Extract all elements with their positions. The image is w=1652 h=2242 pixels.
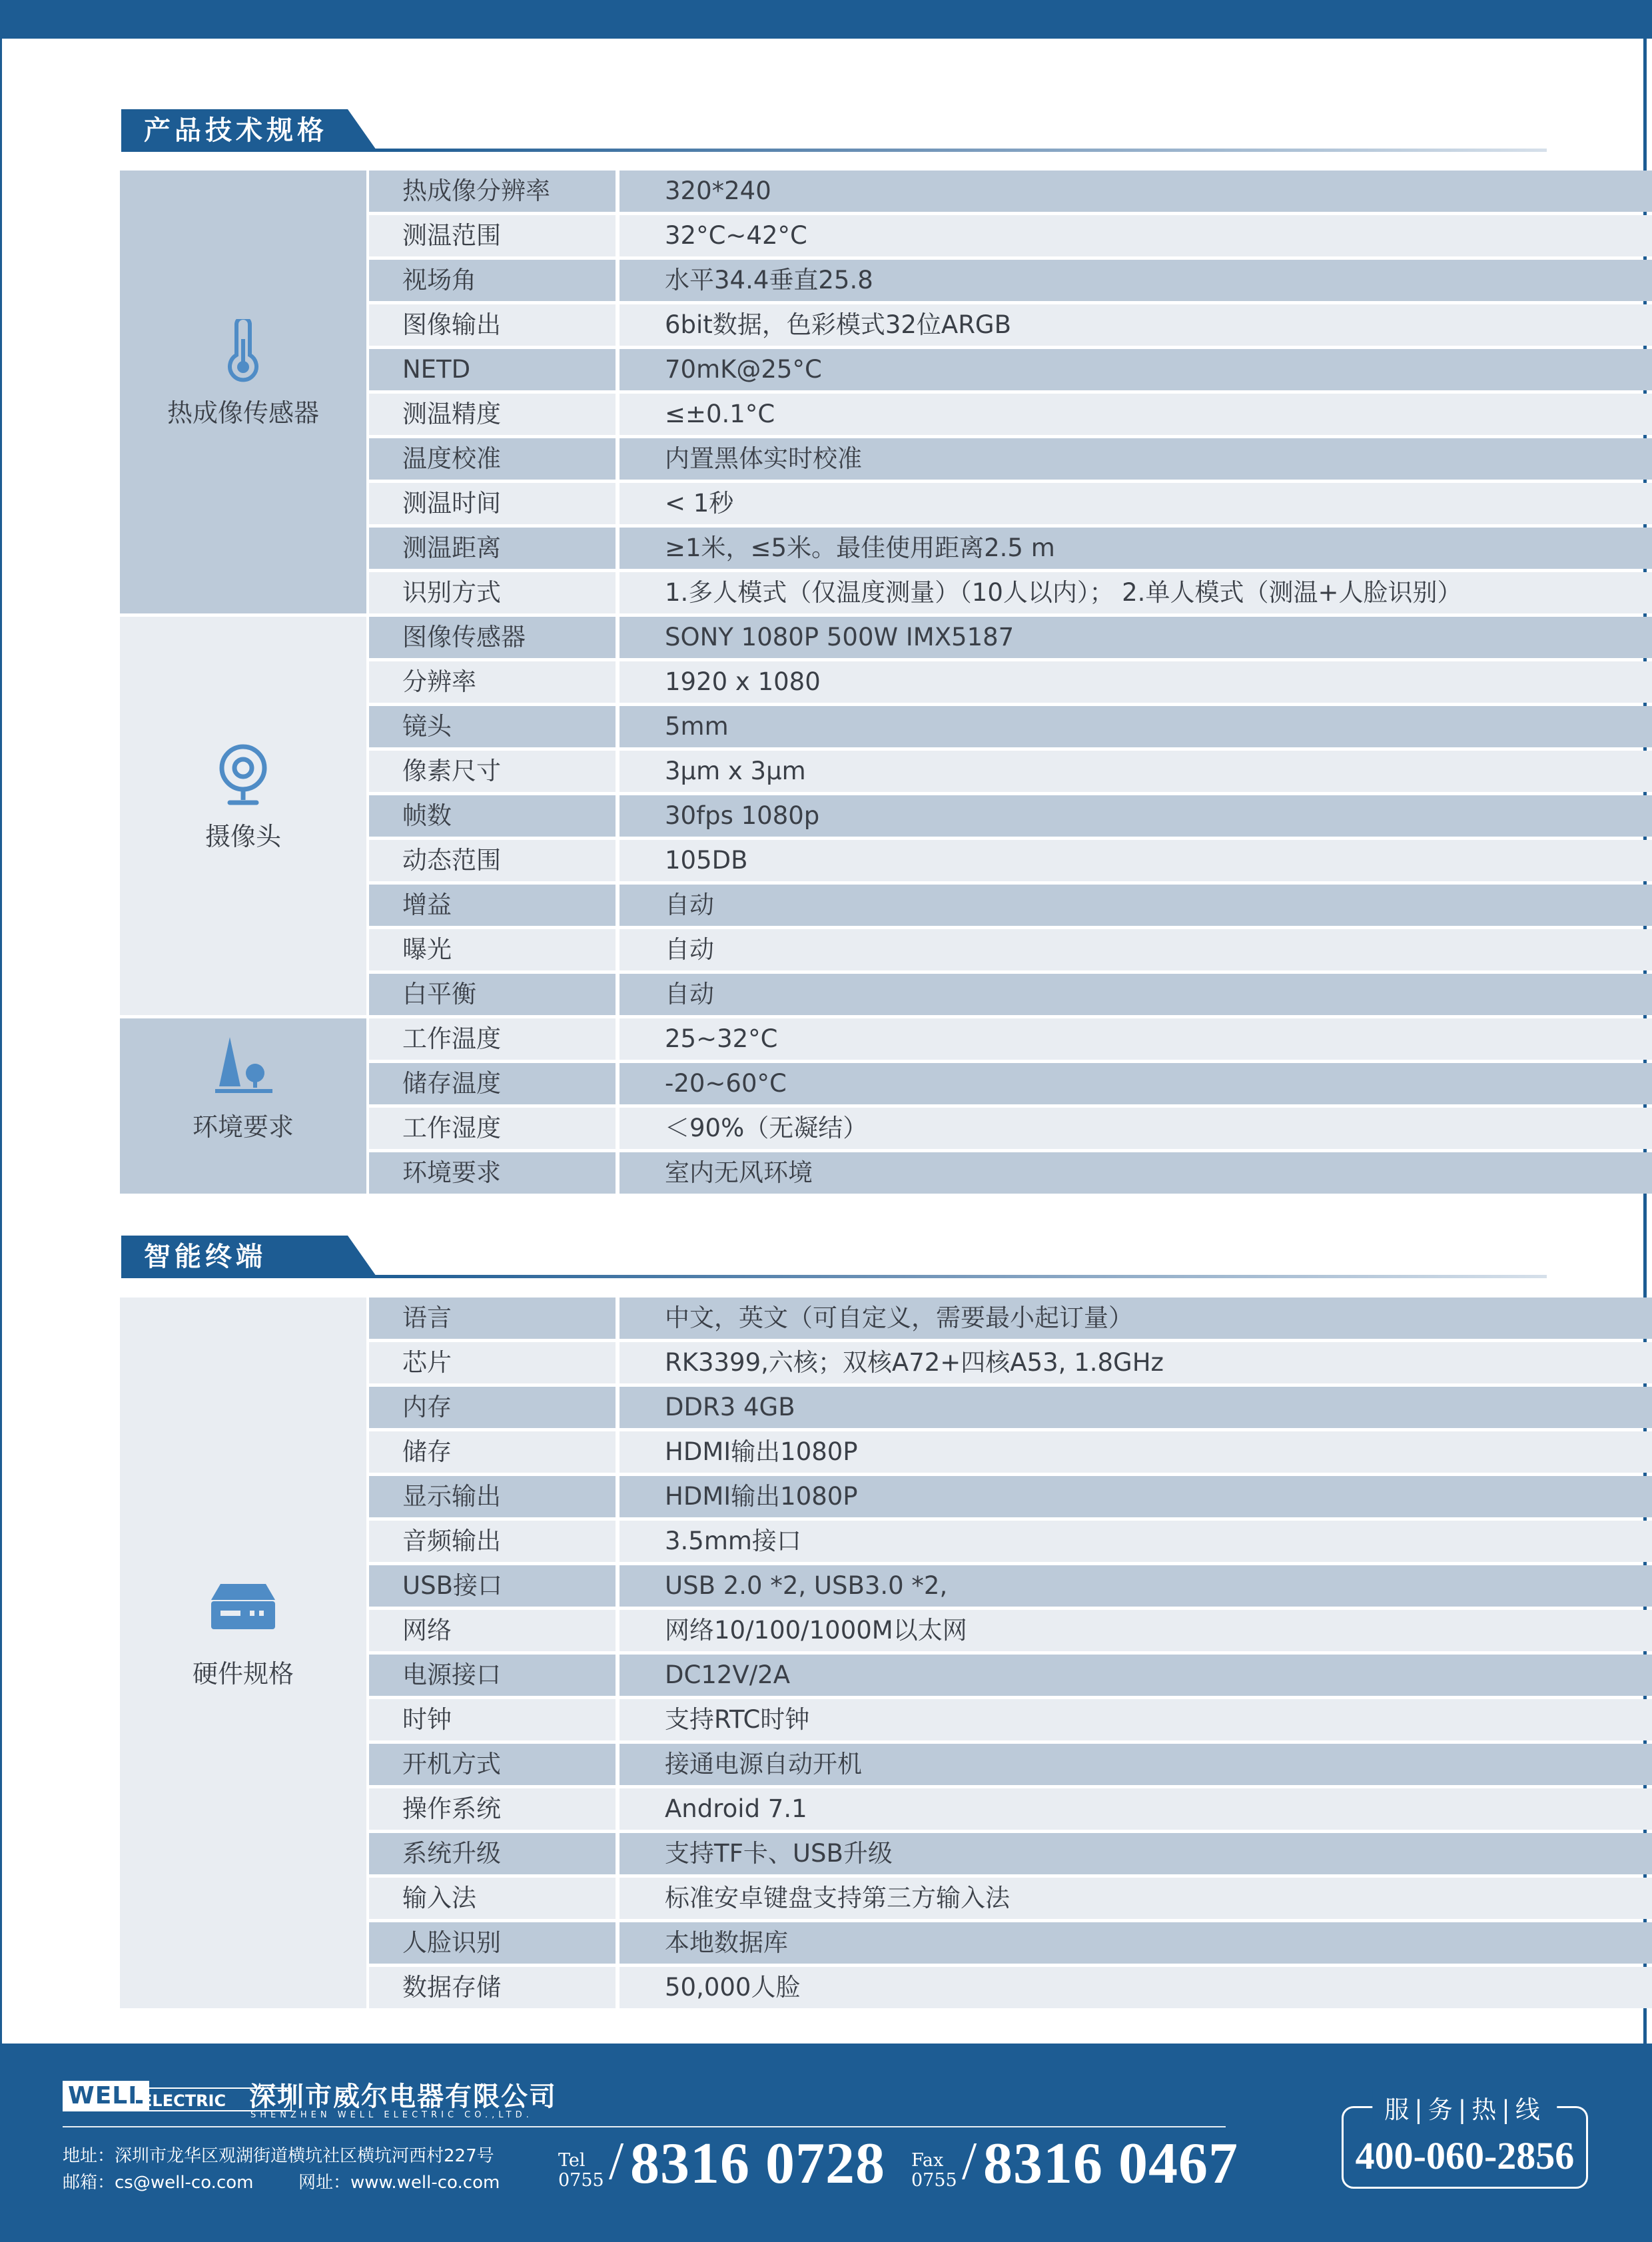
spec-key: NETD [369,349,620,390]
spec-table-product [120,171,1545,1188]
tel-label: Tel [558,2150,586,2171]
table-row [369,483,1652,524]
table-row [369,1878,1652,1919]
table-row [369,1565,1652,1607]
spec-key: 工作湿度 [369,1108,620,1149]
table-row [369,706,1652,747]
spec-value: -20~60°C [665,1069,787,1098]
table-row [369,572,1652,613]
spec-value: < 1秒 [665,489,734,518]
spec-key: 操作系统 [369,1788,620,1830]
table-row [369,1655,1652,1696]
spec-value: 室内无风环境 [665,1158,813,1187]
spec-table-terminal [120,1298,1545,2004]
spec-key: 测温时间 [369,483,620,524]
spec-value: Android 7.1 [665,1794,807,1823]
table-row [369,1610,1652,1651]
table-row [369,260,1652,301]
spec-key: 网络 [369,1610,620,1651]
spec-value: 本地数据库 [665,1928,788,1957]
category-label: 热成像传感器 [167,398,319,428]
table-row [369,885,1652,926]
spec-key: 语言 [369,1298,620,1339]
table-row [369,1744,1652,1785]
spec-key: 芯片 [369,1342,620,1383]
spec-value: 水平34.4垂直25.8 [665,266,873,294]
table-row [369,795,1652,837]
spec-value: 3μm x 3μm [665,757,806,785]
spec-key: 白平衡 [369,974,620,1015]
email-text[interactable]: 邮箱：cs@well-co.com [63,2173,254,2193]
spec-value: 6bit数据，色彩模式32位ARGB [665,310,1011,339]
spec-key: 人脸识别 [369,1922,620,1964]
category-cell [120,171,366,613]
spec-key: 环境要求 [369,1152,620,1194]
spec-value: 中文，英文（可自定义，需要最小起订量） [665,1304,1133,1332]
section-rule [374,1275,1547,1278]
table-row [369,1018,1652,1060]
section-header-specs [121,109,1547,152]
spec-value: RK3399,六核；双核A72+四核A53, 1.8GHz [665,1348,1164,1377]
category-cell [120,617,366,1015]
category-cell [120,1298,366,2008]
spec-value: 50,000人脸 [665,1973,801,2002]
table-row [369,974,1652,1015]
spec-key: 数据存储 [369,1967,620,2008]
spec-value: 320*240 [665,177,771,205]
table-row [369,1152,1652,1194]
thermometer-icon [223,319,263,386]
spec-value: 70mK@25°C [665,355,822,384]
fax-number: 8316 0467 [983,2131,1238,2196]
address-text: 地址：深圳市龙华区观湖街道横坑社区横坑河西村227号 [63,2146,494,2166]
table-row [369,1476,1652,1517]
spec-value: ≤±0.1°C [665,400,775,428]
spec-key: 测温距离 [369,528,620,569]
spec-value: 25~32°C [665,1024,778,1053]
footer-divider [63,2126,1226,2127]
spec-value: 支持TF卡、USB升级 [665,1839,893,1868]
spec-key: 储存 [369,1431,620,1473]
hotline-number[interactable]: 400-060-2856 [1355,2134,1575,2177]
spec-key: 动态范围 [369,840,620,881]
table-row [369,528,1652,569]
table-row [369,840,1652,881]
spec-key: 图像输出 [369,304,620,346]
table-row [369,751,1652,792]
tel-number[interactable]: 8316 0728 [630,2131,885,2196]
spec-key: 系统升级 [369,1833,620,1874]
hotline-box [1342,2095,1588,2189]
spec-key: 镜头 [369,706,620,747]
spec-value: 自动 [665,891,714,919]
spec-value: ≥1米，≤5米。最佳使用距离2.5 m [665,534,1055,562]
logo-well-text: WELL [63,2081,149,2111]
spec-value: 自动 [665,980,714,1008]
spec-key: 测温精度 [369,394,620,435]
spec-value: USB 2.0 *2, USB3.0 *2, [665,1571,948,1600]
logo-electric-text: ELECTRIC [135,2087,292,2111]
table-row [369,1699,1652,1740]
spec-key: 开机方式 [369,1744,620,1785]
table-row [369,1922,1652,1964]
spec-key: USB接口 [369,1565,620,1607]
spec-value: 自动 [665,935,714,964]
spec-value: 30fps 1080p [665,801,820,830]
spec-key: 识别方式 [369,572,620,613]
fax-label: Fax [911,2150,944,2171]
spec-value: DC12V/2A [665,1661,791,1689]
section-title: 智能终端 [144,1242,266,1272]
footer [0,2044,1652,2242]
spec-key: 图像传感器 [369,617,620,658]
spec-key: 帧数 [369,795,620,837]
spec-value: 1.多人模式（仅温度测量）（10人以内）； 2.单人模式（测温+人脸识别） [665,578,1462,607]
category-label: 环境要求 [192,1112,294,1142]
spec-value: SONY 1080P 500W IMX5187 [665,623,1015,651]
spec-key: 时钟 [369,1699,620,1740]
spec-key: 显示输出 [369,1476,620,1517]
table-row [369,171,1652,212]
company-name-en: SHENZHEN WELL ELECTRIC CO.,LTD. [250,2110,533,2120]
company-name-cn: 深圳市威尔电器有限公司 [249,2081,557,2112]
camera-icon [216,743,270,809]
spec-key: 像素尺寸 [369,751,620,792]
website-text[interactable]: 网址：www.well-co.com [298,2173,500,2193]
spec-value: 支持RTC时钟 [665,1705,810,1734]
tel-slash-icon: / [609,2132,624,2191]
tel-area-code: 0755 [558,2170,604,2191]
table-row [369,1788,1652,1830]
spec-value: 105DB [665,846,748,875]
spec-value: 接通电源自动开机 [665,1750,862,1778]
table-row [369,1387,1652,1428]
spec-value: 内置黑体实时校准 [665,444,862,473]
table-row [369,1342,1652,1383]
table-row [369,1431,1652,1473]
category-label: 硬件规格 [192,1659,294,1688]
table-row [369,1967,1652,2008]
spec-value: HDMI输出1080P [665,1482,858,1511]
tree-icon [211,1033,275,1100]
spec-key: 内存 [369,1387,620,1428]
section-rule [374,149,1547,152]
spec-value: DDR3 4GB [665,1393,795,1421]
spec-key: 电源接口 [369,1655,620,1696]
table-row [369,438,1652,480]
section-header-terminal [121,1236,1547,1278]
spec-key: 温度校准 [369,438,620,480]
table-row [369,929,1652,970]
table-row [369,1298,1652,1339]
table-row [369,349,1652,390]
spec-key: 工作温度 [369,1018,620,1060]
table-row [369,617,1652,658]
table-row [369,1108,1652,1149]
category-label: 摄像头 [205,822,281,851]
table-row [369,304,1652,346]
spec-key: 测温范围 [369,215,620,256]
fax-area-code: 0755 [911,2170,957,2191]
spec-key: 增益 [369,885,620,926]
spec-value: 网络10/100/1000M以太网 [665,1616,967,1645]
table-row [369,1521,1652,1562]
spec-value: 标准安卓键盘支持第三方输入法 [665,1884,1010,1912]
spec-value: 32°C~42°C [665,221,807,250]
table-row [369,1063,1652,1104]
table-row [369,215,1652,256]
spec-key: 视场角 [369,260,620,301]
spec-value: HDMI输出1080P [665,1437,858,1466]
category-cell [120,1018,366,1194]
spec-value: 5mm [665,712,729,741]
spec-value: ＜90%（无凝结） [665,1114,868,1142]
hotline-title: 服|务|热|线 [1372,2089,1557,2125]
table-row [369,1833,1652,1874]
server-icon [208,1580,278,1636]
fax-slash-icon: / [962,2132,977,2191]
table-row [369,661,1652,703]
spec-value: 3.5mm接口 [665,1527,801,1555]
spec-value: 1920 x 1080 [665,667,821,696]
section-title: 产品技术规格 [144,115,328,146]
top-bar [0,0,1652,39]
spec-key: 曝光 [369,929,620,970]
spec-key: 音频输出 [369,1521,620,1562]
spec-key: 输入法 [369,1878,620,1919]
spec-key: 热成像分辨率 [369,171,620,212]
spec-key: 储存温度 [369,1063,620,1104]
spec-key: 分辨率 [369,661,620,703]
table-row [369,394,1652,435]
